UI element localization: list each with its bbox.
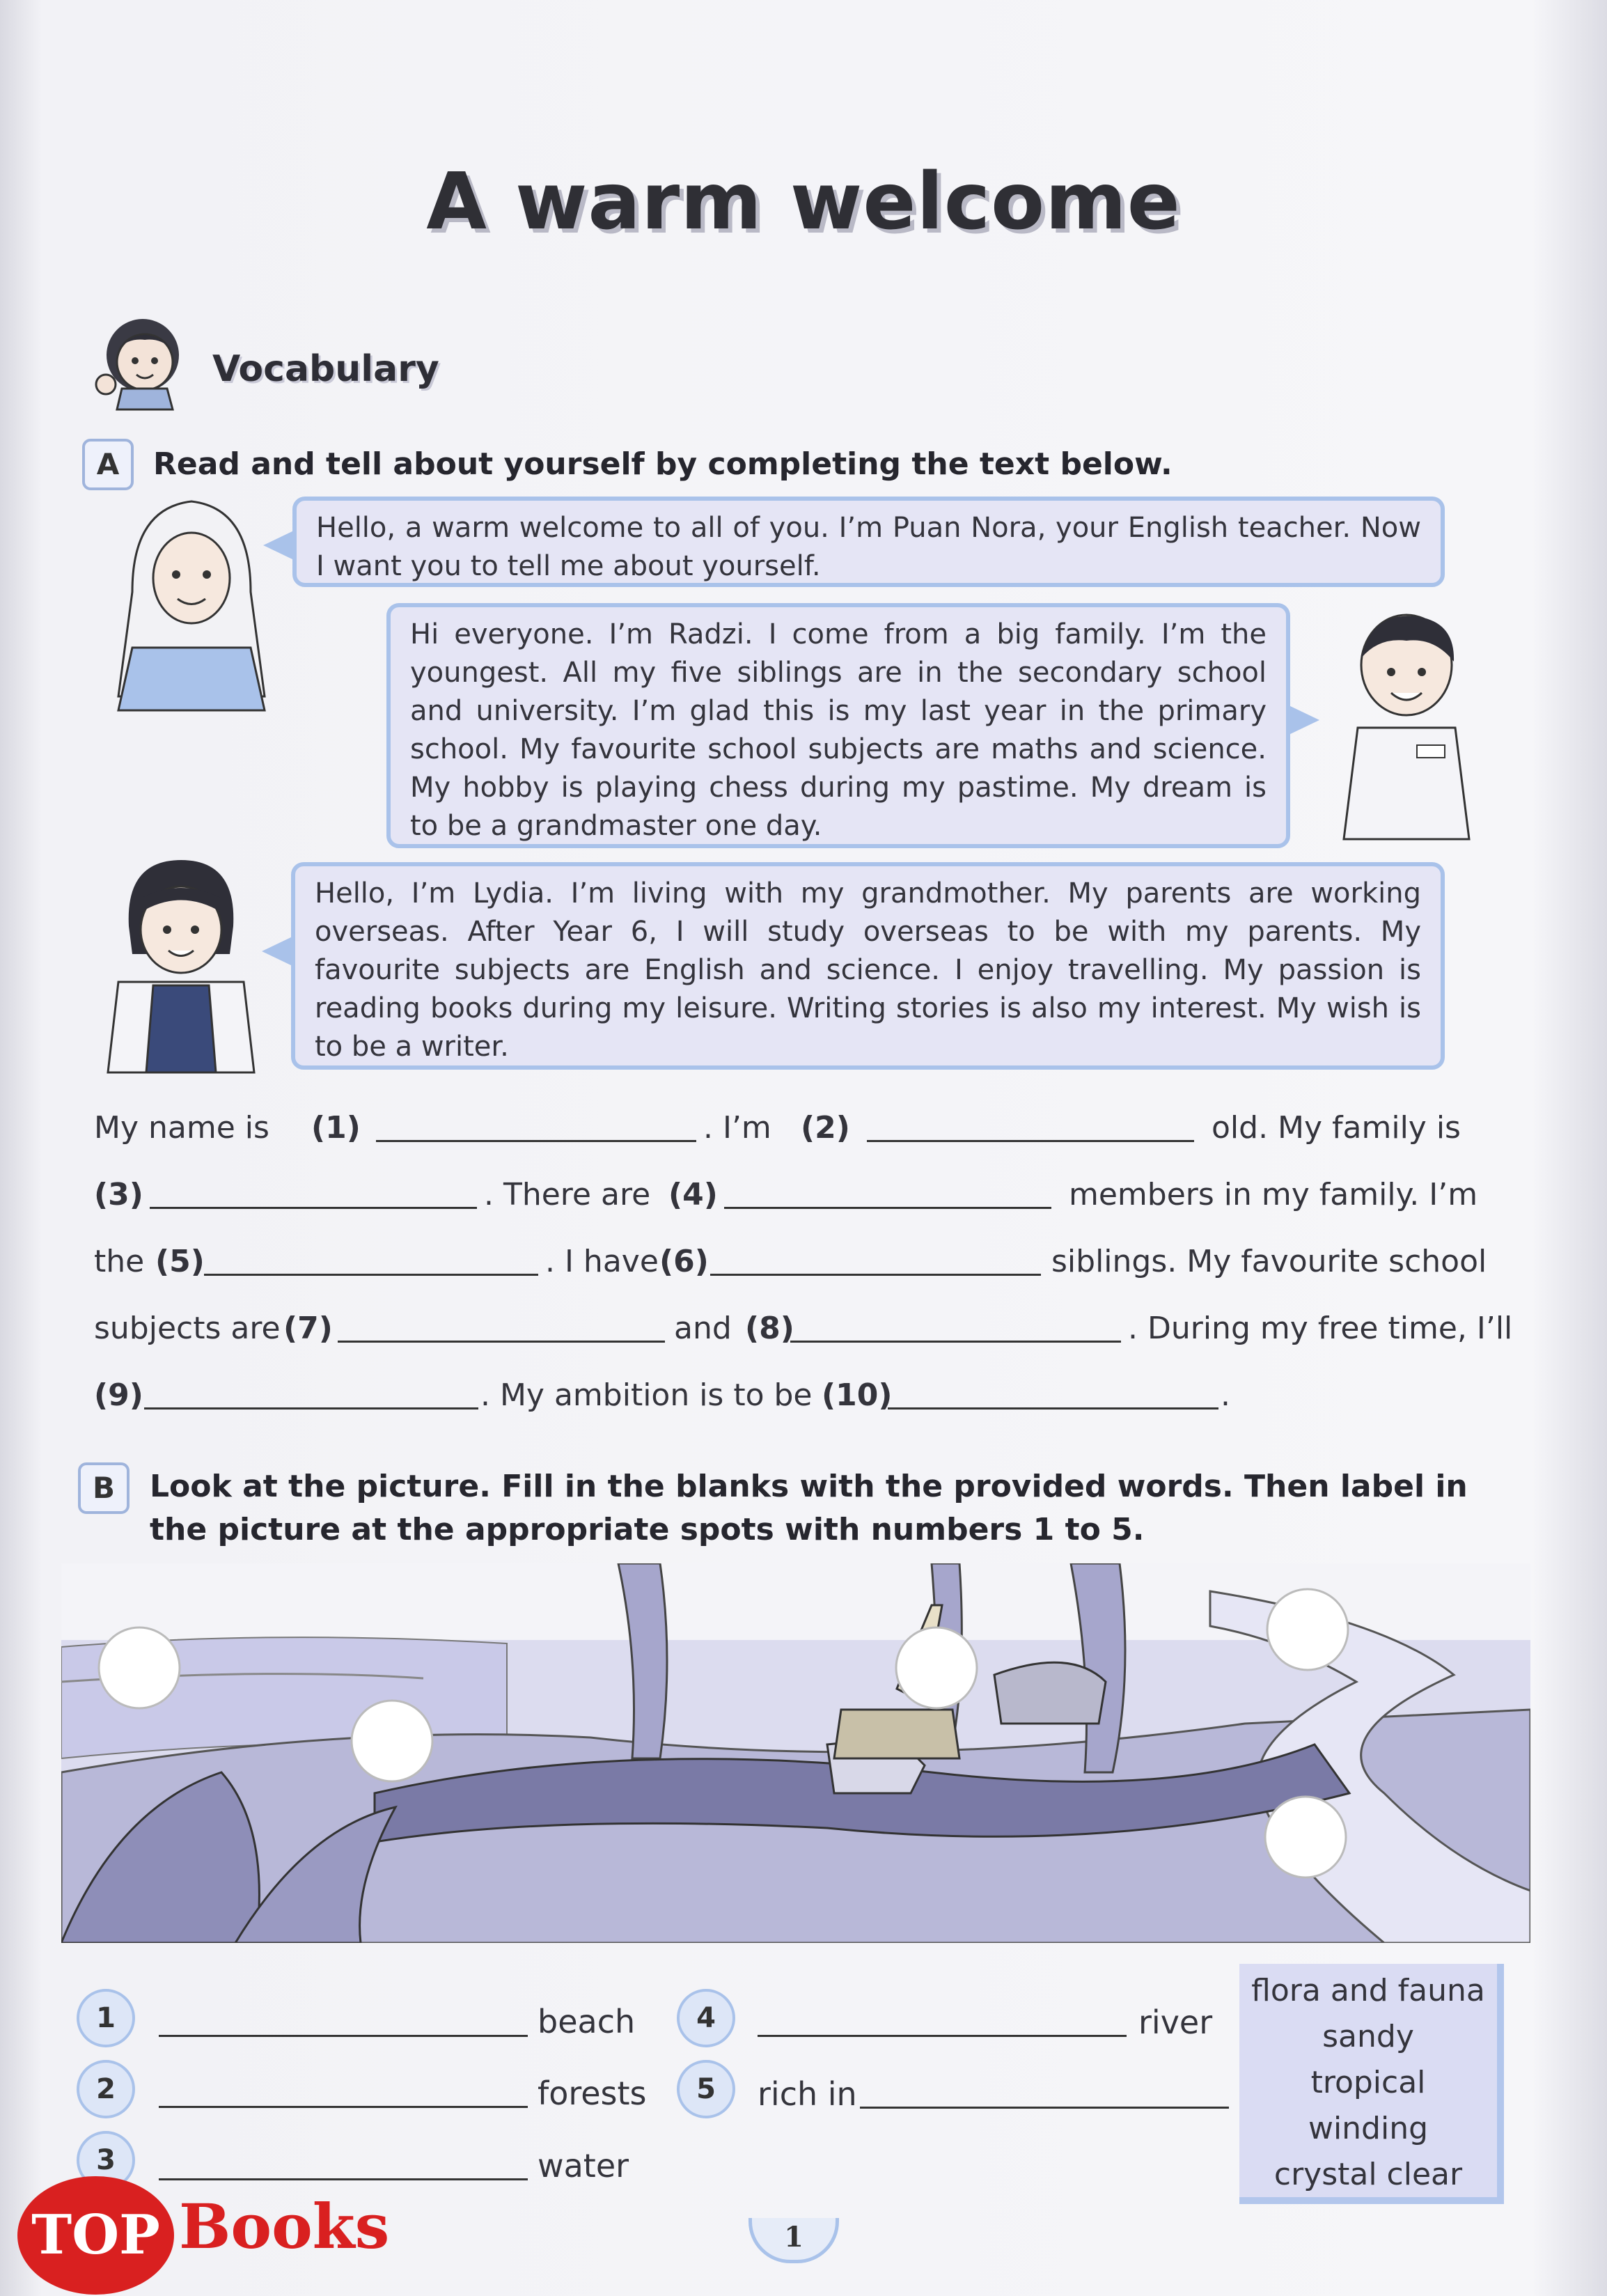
speech-bubble-nora: Hello, a warm welcome to all of you. I’m Puan Nora, your English teacher. Now I want you to tell me about yourself. [292,497,1445,587]
blank-5[interactable] [204,1274,538,1276]
fill-text: My name is [94,1110,269,1146]
blank-9[interactable] [144,1407,478,1409]
fill-text: . There are [484,1177,651,1212]
blank-4[interactable] [724,1207,1051,1209]
answer-word-1: beach [538,2003,636,2040]
page-number: 1 [748,2218,839,2263]
section-a-badge: A [82,439,134,490]
logo-books: Books [179,2190,390,2263]
fill-text: . During my free time, I’ll [1128,1311,1513,1346]
answer-prefix-5: rich in [758,2075,857,2113]
fill-line-2 [94,1171,1494,1219]
answer-blank-5[interactable] [860,2107,1229,2109]
section-b-instruction: Look at the picture. Fill in the blanks with the provided words. Then label in the picture at the appropriate spots with numbers 1 to 5. [150,1469,1468,1547]
page-title: A warm welcome [426,157,1181,247]
blank-number: (7) [283,1311,333,1346]
lydia-character-icon [97,850,258,1079]
speech-bubble-radzi: Hi everyone. I’m Radzi. I come from a big family. I’m the youngest. All my five siblings are in the secondary school and university. I’m glad this is my last year in the primary school. My favourite school subjects are maths and science. My hobby is playing chess during my pastime. My dream is to be a grandmaster one day. [386,603,1290,848]
answer-badge-2: 2 [77,2060,135,2118]
blank-10[interactable] [888,1407,1218,1409]
blank-number: (5) [155,1244,205,1279]
section-b-badge: B [78,1462,130,1514]
blank-number: (3) [94,1177,143,1212]
answer-word-4: river [1138,2004,1213,2041]
answer-blank-2[interactable] [159,2106,528,2108]
blank-2[interactable] [867,1140,1194,1142]
logo-top: TOP [17,2176,174,2295]
word-bank-item: sandy [1322,2019,1414,2054]
blank-1[interactable] [376,1140,696,1142]
answer-badge-1: 1 [77,1989,135,2047]
blank-3[interactable] [150,1207,477,1209]
fill-text: members in my family. I’m [1069,1177,1478,1212]
topbooks-logo [17,2176,390,2295]
answer-badge-4: 4 [677,1989,735,2047]
word-bank-item: tropical [1310,2065,1426,2100]
answer-blank-4[interactable] [758,2035,1127,2037]
word-bank-item: winding [1308,2111,1429,2146]
answer-badge-5: 5 [677,2060,735,2118]
word-bank-item: flora and fauna [1251,1973,1485,2008]
fill-text: subjects are [94,1311,281,1346]
answer-badge-3: 3 [77,2131,135,2189]
fill-text: old. My family is [1212,1110,1461,1146]
blank-number: (10) [822,1377,893,1413]
answer-blank-1[interactable] [159,2035,528,2037]
mascot-girl-icon [91,306,209,411]
fill-text: . I’m [703,1110,771,1146]
vocabulary-label: Vocabulary [212,348,439,390]
fill-line-3 [94,1237,1494,1286]
landscape-picture [61,1563,1530,1943]
fill-text: siblings. My favourite school [1051,1244,1487,1279]
section-a-instruction: Read and tell about yourself by completing the text below. [153,446,1173,482]
word-bank [1239,1964,1504,2204]
blank-number: (9) [94,1377,143,1413]
fill-text: . [1221,1377,1230,1413]
blank-number: (8) [745,1311,794,1346]
answer-word-3: water [538,2147,629,2185]
fill-line-4 [94,1304,1513,1353]
fill-text: . My ambition is to be [480,1377,813,1413]
blank-number: (4) [668,1177,718,1212]
word-bank-item: crystal clear [1273,2157,1463,2192]
fill-line-1 [94,1104,1494,1153]
answer-word-2: forests [538,2075,647,2112]
blank-number: (2) [801,1110,850,1146]
vocabulary-header [91,306,453,411]
teacher-character-icon [104,487,279,717]
fill-text: and [674,1311,732,1346]
blank-number: (6) [659,1244,709,1279]
boy-character-icon [1330,609,1483,846]
blank-number: (1) [311,1110,361,1146]
fill-text: the [94,1244,145,1279]
fill-text: . I have [545,1244,659,1279]
fill-line-5 [94,1371,1494,1420]
speech-bubble-lydia: Hello, I’m Lydia. I’m living with my grandmother. My parents are working overseas. After Year 6, I will study overseas to be with my parents. My favourite subjects are English and science. I enjoy travelling. My passion is reading books during my leisure. Writing stories is also my interest. My wish is to be a writer. [291,862,1445,1070]
blank-6[interactable] [710,1274,1041,1276]
blank-7[interactable] [338,1341,665,1343]
blank-8[interactable] [790,1341,1121,1343]
